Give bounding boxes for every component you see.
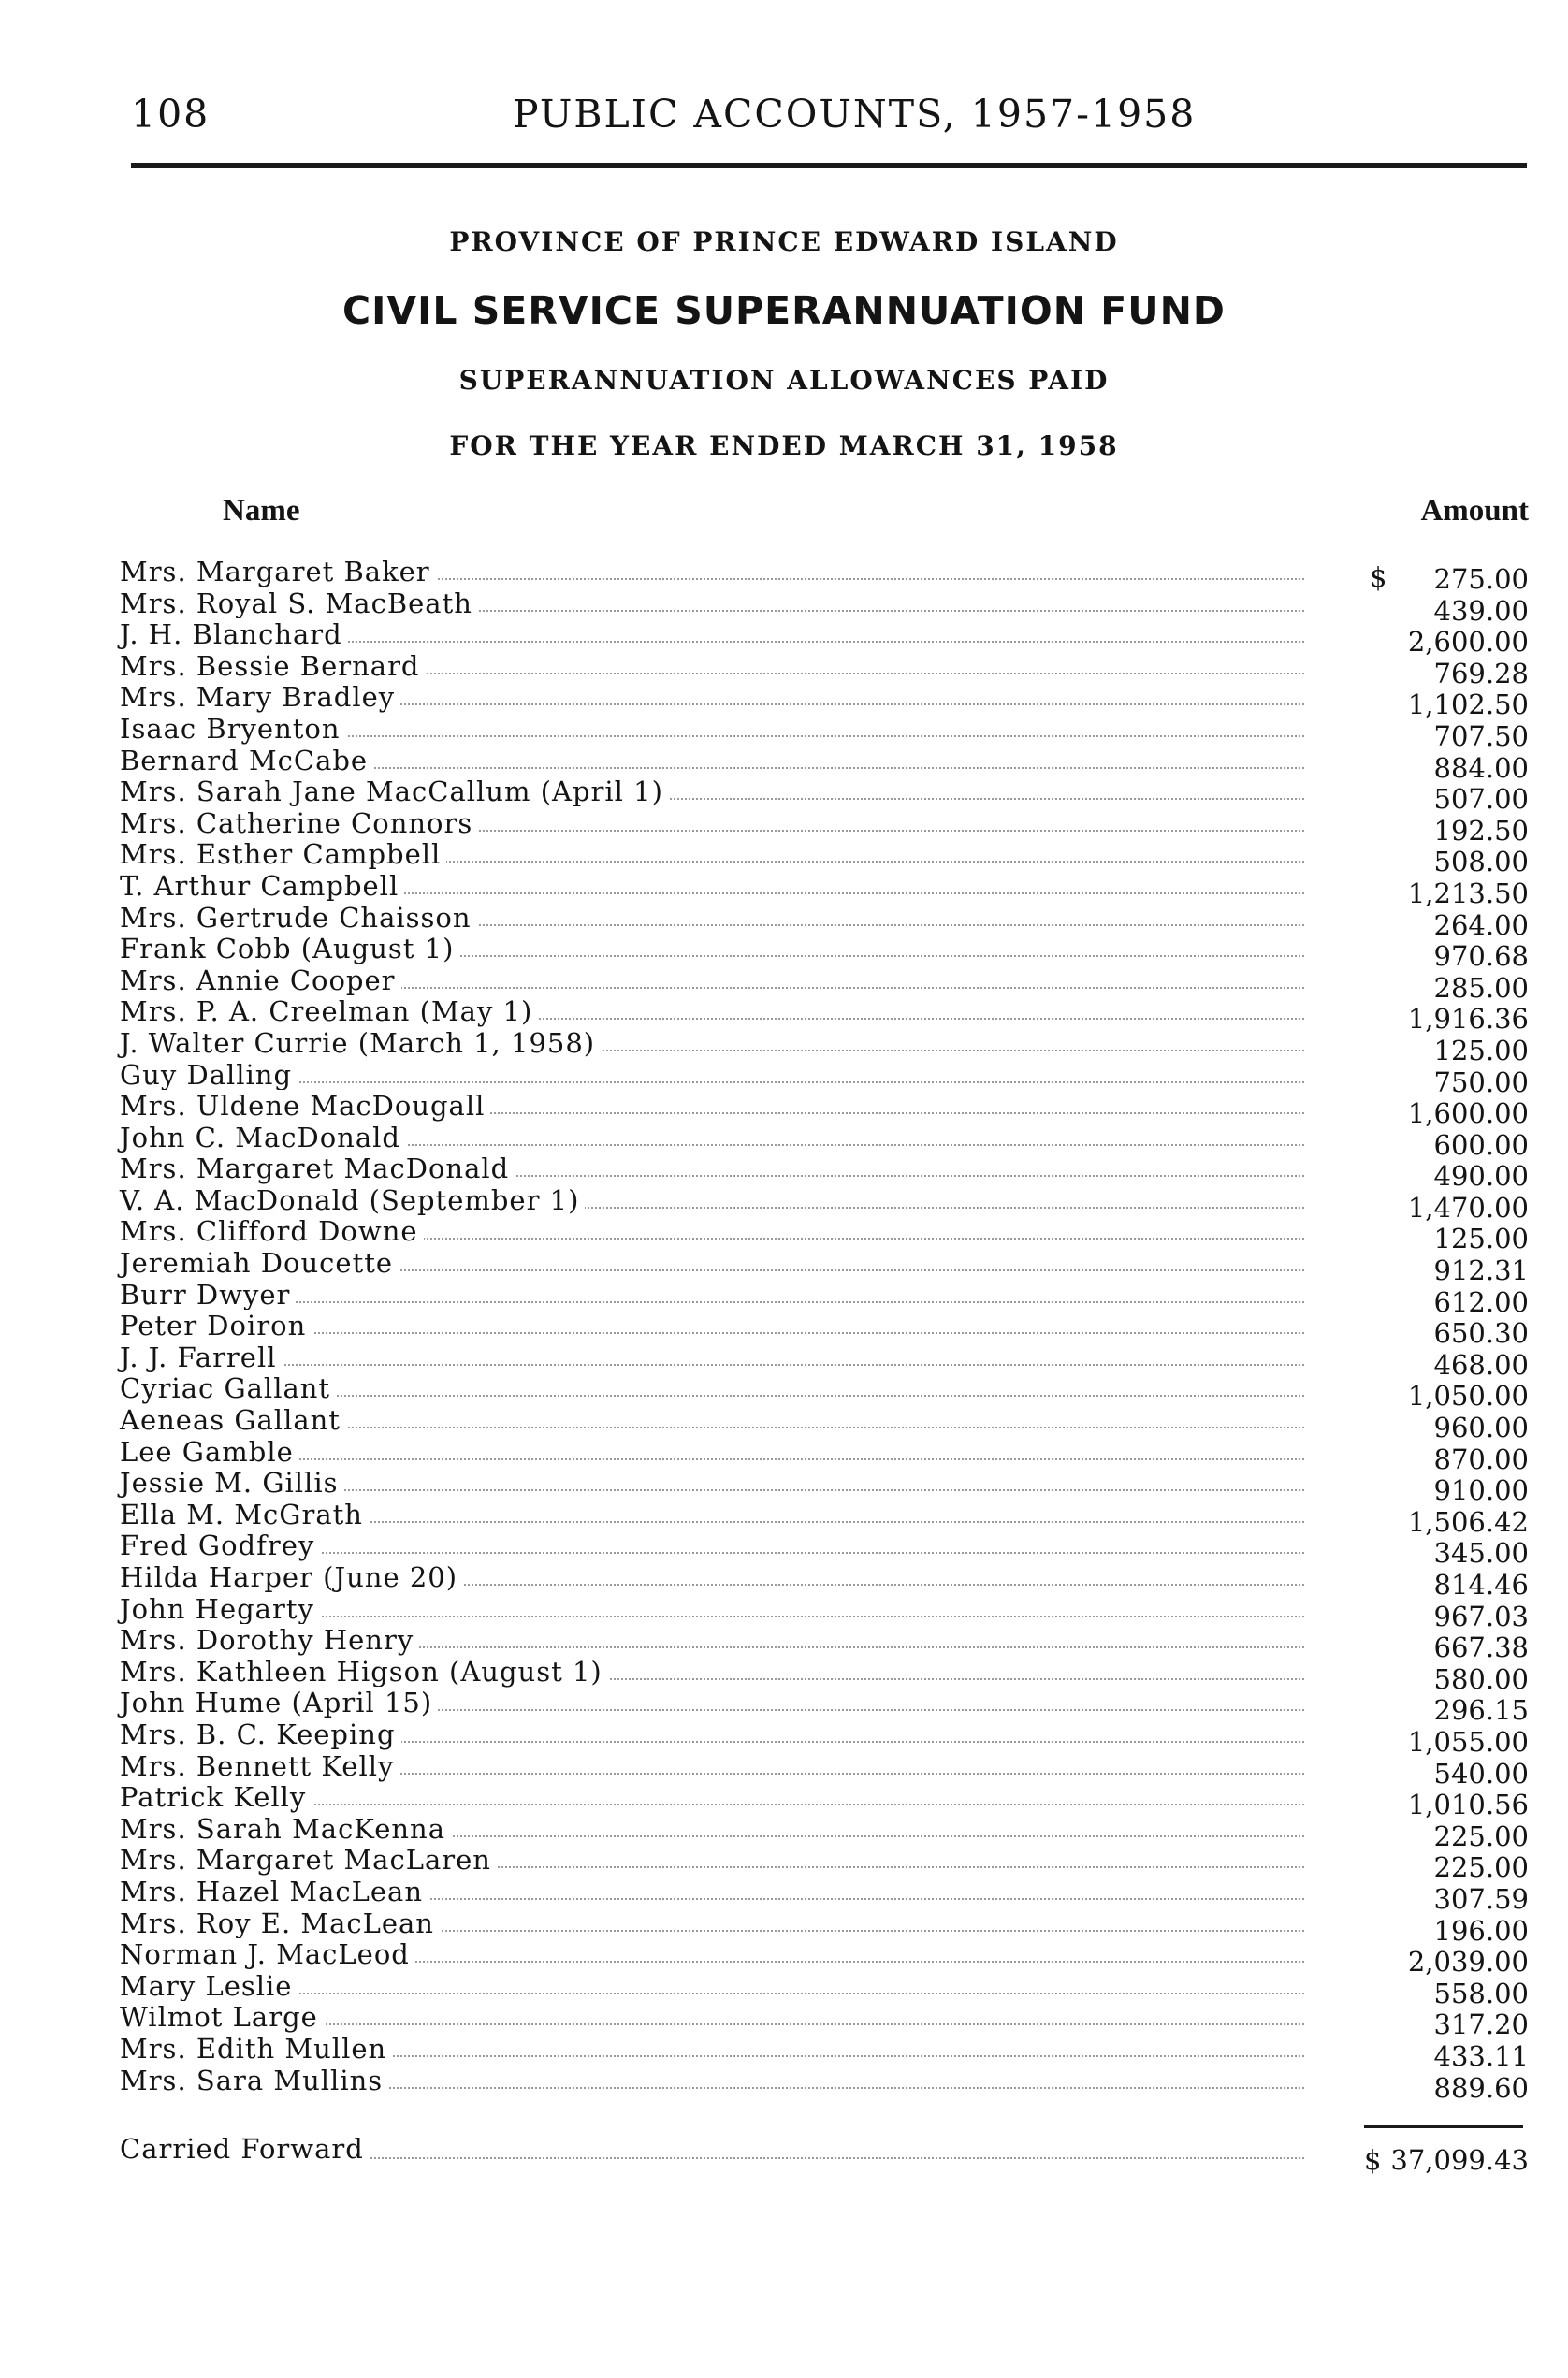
payment-amount: 600.00 [1433,1128,1529,1161]
table-row [120,901,1529,941]
payee-name: Mrs. Bennett Kelly [120,1750,399,1782]
payment-amount: 125.00 [1433,1034,1529,1066]
table-row [120,1090,1529,1130]
table-row [120,869,1529,909]
table-row [120,1561,1529,1601]
payment-amount: 912.31 [1433,1254,1529,1287]
payment-amount: 1,213.50 [1407,877,1529,909]
payee-name: Mrs. Hazel MacLean [120,1876,428,1907]
table-row [120,1026,1529,1066]
payee-name: Isaac Bryenton [120,713,346,745]
table-row [120,744,1529,784]
allowances-heading: SUPERANNUATION ALLOWANCES PAID [458,365,1110,396]
payment-amount: 507.00 [1433,783,1529,816]
table-row [120,1781,1529,1821]
payee-name: Guy Dalling [120,1059,298,1091]
table-row [120,1875,1529,1915]
table-row [120,556,1529,595]
column-header-name: Name [223,494,300,528]
payment-amount: 1,470.00 [1407,1191,1529,1224]
payee-name: Mrs. Sarah Jane MacCallum (April 1) [120,776,669,807]
payee-name: Wilmot Large [120,2001,324,2033]
payee-name: John Hegarty [120,1593,320,1625]
payment-amount: 490.00 [1433,1160,1529,1193]
payee-name: Mrs. Royal S. MacBeath [120,587,478,619]
payment-amount: 2,039.00 [1407,1946,1529,1979]
table-row [120,2032,1529,2072]
table-row [120,1498,1529,1538]
table-row [120,838,1529,878]
payment-amount: 508.00 [1433,846,1529,878]
page-number: 108 [131,92,211,137]
payment-amount: 970.68 [1433,940,1529,973]
payee-name: J. J. Farrell [120,1341,283,1373]
table-row [120,1341,1529,1381]
carried-forward-row [120,2133,1529,2176]
payment-amount: 285.00 [1433,971,1529,1004]
payee-name: Cyriac Gallant [120,1372,336,1404]
payment-amount: 439.00 [1433,594,1529,627]
payment-amount: 225.00 [1433,1820,1529,1852]
payment-amount: 1,010.56 [1407,1789,1529,1821]
payee-name: Mrs. Annie Cooper [120,964,401,996]
payment-amount: 707.50 [1433,719,1529,752]
payee-name: John Hume (April 15) [120,1687,438,1718]
table-row [120,964,1529,1004]
table-row [120,1907,1529,1947]
payee-name: Mrs. Margaret Baker [120,556,436,587]
table-row [120,776,1529,816]
payee-name: Mrs. Uldene MacDougall [120,1090,490,1122]
table-row [120,806,1529,847]
payment-amount: 612.00 [1433,1285,1529,1318]
payee-name: John C. MacDonald [120,1122,406,1153]
table-row [120,995,1529,1036]
payee-name: Mrs. Esther Campbell [120,838,446,870]
payment-amount: 870.00 [1433,1443,1529,1475]
table-row [120,1592,1529,1632]
payment-amount: 540.00 [1433,1757,1529,1790]
total-currency-symbol: $ [1364,2144,1382,2176]
table-row [120,1749,1529,1790]
payee-name: Mrs. Bessie Bernard [120,650,426,682]
payment-amount: 667.38 [1433,1631,1529,1664]
payee-name: Hilda Harper (June 20) [120,1561,463,1593]
payee-name: Mrs. Edith Mullen [120,2033,392,2065]
payee-name: Mrs. P. A. Creelman (May 1) [120,995,538,1027]
table-row [120,1278,1529,1318]
payee-name: Aeneas Gallant [120,1404,346,1436]
payment-amount: 650.30 [1433,1317,1529,1350]
dot-leader [120,1364,1304,1366]
carried-forward-amount: 37,099.43 [1390,2144,1529,2176]
table-row [120,1247,1529,1287]
table-row [120,1938,1529,1979]
payee-name: Mrs. Sarah MacKenna [120,1813,451,1845]
table-row [120,681,1529,721]
dot-leader [120,1301,1304,1303]
payee-name: J. H. Blanchard [120,618,348,650]
table-row [120,1624,1529,1664]
payment-amount: 296.15 [1433,1694,1529,1727]
payee-name: Mrs. Sara Mullins [120,2065,388,2096]
payee-name: Burr Dwyer [120,1279,296,1311]
payee-name: V. A. MacDonald (September 1) [120,1184,585,1216]
payment-amount: 960.00 [1433,1412,1529,1444]
payment-amount: 1,055.00 [1407,1725,1529,1758]
payee-name: Bernard McCabe [120,745,373,776]
payment-amount: 558.00 [1433,1977,1529,2009]
payment-amount: 750.00 [1433,1066,1529,1098]
table-row [120,2064,1529,2104]
table-row [120,587,1529,627]
header-rule [131,163,1527,168]
payee-name: T. Arthur Campbell [120,870,404,902]
payee-name: Mrs. Dorothy Henry [120,1624,419,1656]
table-row [120,618,1529,659]
payment-amount: 967.03 [1433,1600,1529,1632]
table-row [120,1153,1529,1193]
table-row [120,1467,1529,1507]
payment-amount: 125.00 [1433,1223,1529,1255]
table-row [120,1058,1529,1098]
table-row [120,1844,1529,1884]
payment-amount: 192.50 [1433,814,1529,847]
payment-amount: 1,916.36 [1407,1003,1529,1036]
payee-name: Lee Gamble [120,1436,299,1468]
payee-name: Jessie M. Gillis [120,1467,344,1499]
payment-amount: 433.11 [1433,2039,1529,2072]
table-row [120,1215,1529,1255]
table-row [120,1969,1529,2009]
table-row [120,1310,1529,1350]
payment-amount: 1,600.00 [1407,1097,1529,1130]
currency-symbol: $ [1370,561,1387,593]
payment-amount: 317.20 [1433,2008,1529,2041]
payment-amount: 1,102.50 [1407,689,1529,721]
table-row [120,1372,1529,1413]
table-row [120,1687,1529,1727]
payee-name: Peter Doiron [120,1310,312,1341]
table-row [120,1183,1529,1224]
payment-amount: 275.00 [1433,563,1529,595]
table-row [120,649,1529,689]
payee-name: Mrs. Margaret MacLaren [120,1844,497,1876]
payee-name: Mrs. Clifford Downe [120,1215,424,1247]
running-head [120,92,1523,148]
payee-name: Norman J. MacLeod [120,1938,415,1970]
payment-amount: 814.46 [1433,1569,1529,1601]
province-heading: PROVINCE OF PRINCE EDWARD ISLAND [449,226,1119,257]
total-rule [1364,2125,1523,2128]
payee-name: Patrick Kelly [120,1781,312,1813]
table-row [120,1655,1529,1695]
payment-amount: 345.00 [1433,1537,1529,1570]
allowance-list [120,556,1529,2104]
table-row [120,1121,1529,1161]
table-row [120,1404,1529,1444]
payee-name: Fred Godfrey [120,1530,320,1561]
payment-amount: 910.00 [1433,1474,1529,1507]
payee-name: J. Walter Currie (March 1, 1958) [120,1027,601,1059]
payment-amount: 1,506.42 [1407,1505,1529,1538]
payment-amount: 264.00 [1433,908,1529,941]
year-heading: FOR THE YEAR ENDED MARCH 31, 1958 [449,430,1119,461]
payment-amount: 468.00 [1433,1348,1529,1381]
payee-name: Jeremiah Doucette [120,1247,399,1279]
payment-amount: 307.59 [1433,1882,1529,1915]
payment-amount: 225.00 [1433,1851,1529,1884]
payee-name: Mrs. Gertrude Chaisson [120,902,477,934]
payment-amount: 196.00 [1433,1914,1529,1947]
payee-name: Mary Leslie [120,1970,298,2002]
payee-name: Frank Cobb (August 1) [120,933,459,964]
payment-amount: 1,050.00 [1407,1380,1529,1413]
payee-name: Mrs. B. C. Keeping [120,1718,401,1750]
table-row [120,1718,1529,1758]
payment-amount: 889.60 [1433,2071,1529,2104]
book-title: PUBLIC ACCOUNTS, 1957-1958 [513,92,1197,137]
table-row [120,1530,1529,1570]
payment-amount: 884.00 [1433,751,1529,784]
table-row [120,712,1529,752]
payee-name: Mrs. Mary Bradley [120,681,400,713]
payee-name: Ella M. McGrath [120,1499,369,1530]
payment-amount: 769.28 [1433,657,1529,689]
payee-name: Mrs. Kathleen Higson (August 1) [120,1656,608,1688]
table-row [120,2001,1529,2041]
payee-name: Mrs. Margaret MacDonald [120,1153,515,1184]
payment-amount: 580.00 [1433,1662,1529,1695]
table-row [120,1812,1529,1852]
payment-amount: 2,600.00 [1407,626,1529,659]
fund-heading: CIVIL SERVICE SUPERANNUATION FUND [342,288,1226,333]
column-header-amount: Amount [1420,494,1529,528]
payee-name: Mrs. Roy E. MacLean [120,1907,440,1939]
carried-forward-label: Carried Forward [120,2133,370,2165]
table-row [120,933,1529,973]
payee-name: Mrs. Catherine Connors [120,807,478,839]
table-row [120,1435,1529,1475]
